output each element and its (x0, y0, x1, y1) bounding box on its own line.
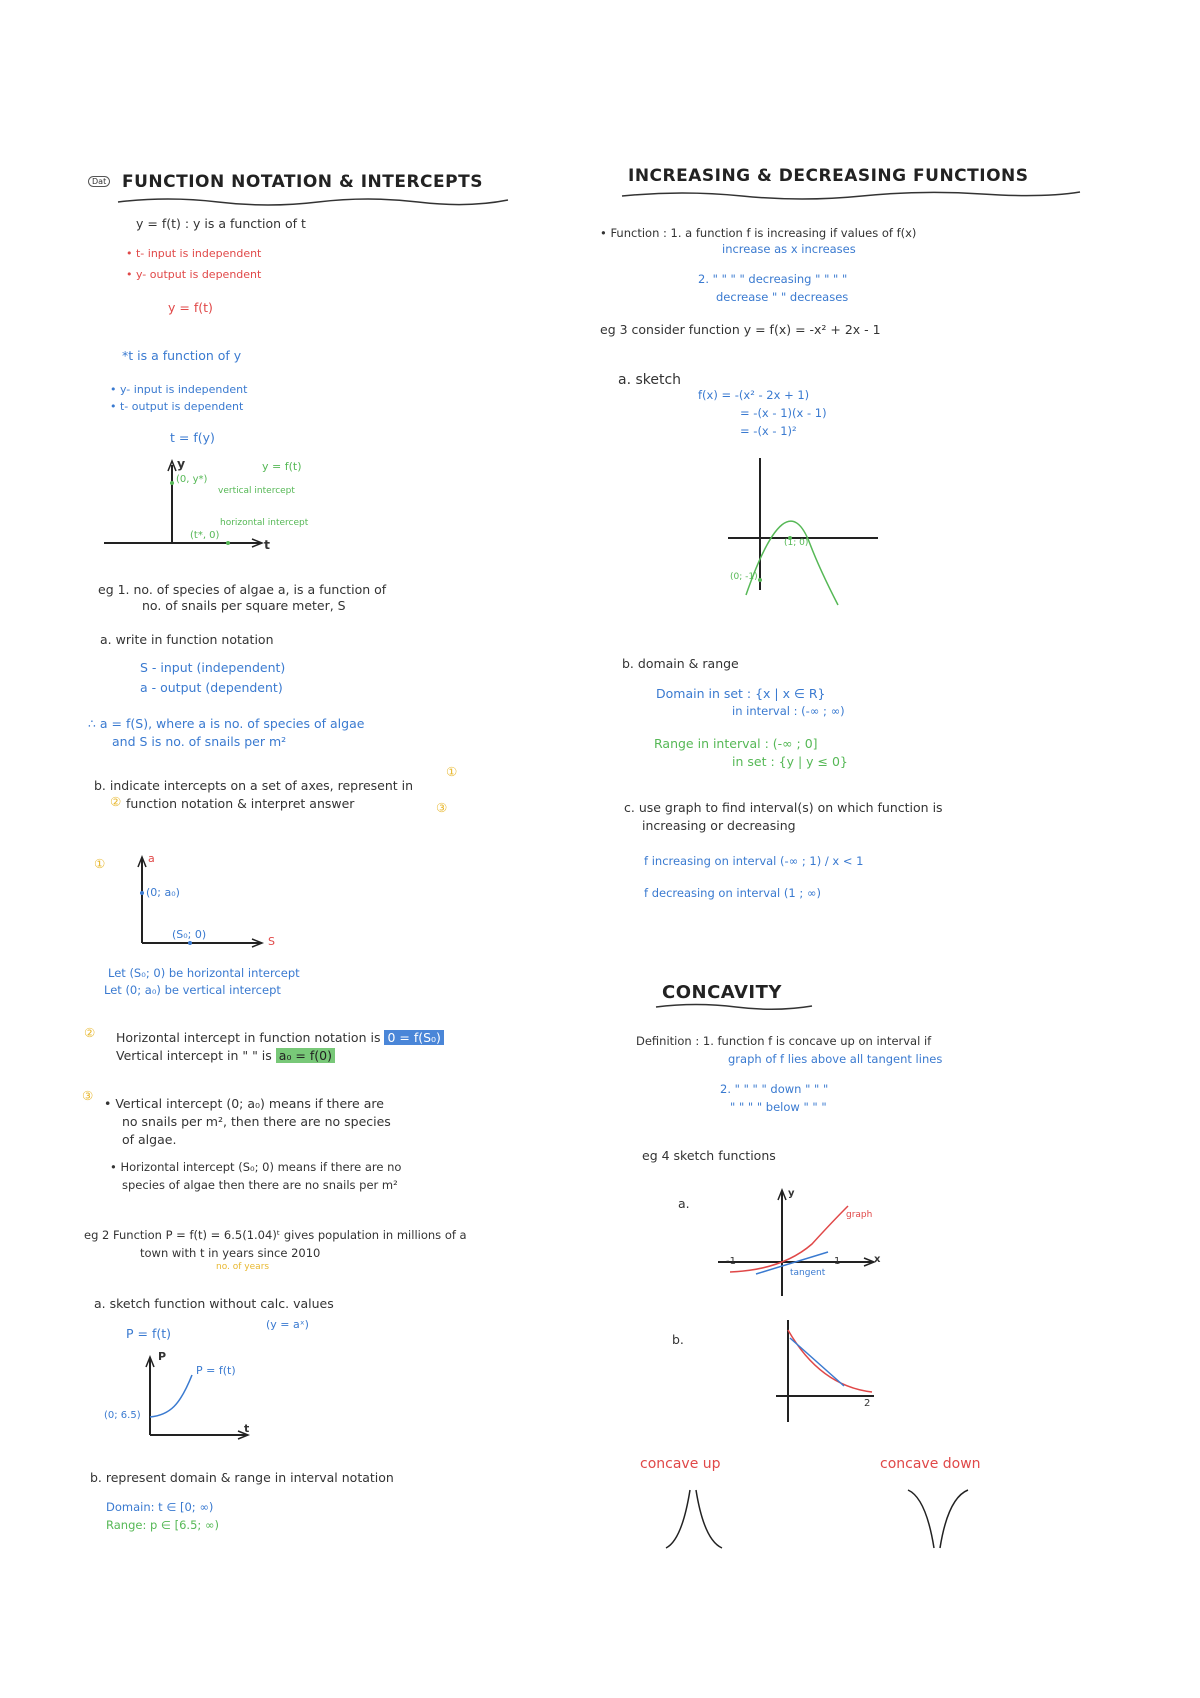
domain-set: Domain in set : {x | x ∈ R} (656, 686, 826, 701)
eg3-statement: eg 3 consider function y = f(x) = -x² + 2x - 1 (600, 322, 881, 337)
concave-up-sketch (660, 1484, 740, 1554)
eg2-part-a: a. sketch function without calc. values (94, 1296, 334, 1311)
range-set: in set : {y | y ≤ 0} (732, 754, 848, 769)
eg1-part-b-line-2: function notation & interpret answer (126, 796, 355, 811)
graph2-y-label: a (148, 852, 155, 865)
eg2-note: no. of years (216, 1262, 270, 1272)
tfunc-definition: *t is a function of y (122, 348, 242, 363)
eg1-part-b-line-1: b. indicate intercepts on a set of axes, represent in (94, 778, 414, 793)
graph1-vertical-label: vertical intercept (218, 486, 295, 496)
eg4-part-b: b. (672, 1332, 684, 1347)
section-title-concavity: CONCAVITY (662, 982, 782, 1003)
parabola-vertex-label: (1; 0) (784, 538, 809, 548)
eg3-step-3: = -(x - 1)² (740, 424, 797, 438)
graph1-horizontal-point: (t*, 0) (190, 530, 220, 541)
concavity-def-2-line-2: " " " " below " " " (730, 1100, 827, 1114)
range-interval: Range in interval : (-∞ ; 0] (654, 736, 818, 751)
eg3-step-2: = -(x - 1)(x - 1) (740, 406, 827, 420)
graph3-intercept: (0; 6.5) (104, 1410, 141, 1421)
graph1-curve-label: y = f(t) (262, 460, 302, 473)
let-horizontal: Let (S₀; 0) be horizontal intercept (108, 966, 300, 980)
graph2-vertical-point: (0; a₀) (146, 886, 180, 899)
title-underline-left (118, 196, 518, 208)
yfunc-definition: y = f(t) : y is a function of t (136, 216, 306, 231)
eg2-function: P = f(t) (126, 1326, 172, 1341)
section-title-increasing-decreasing: INCREASING & DECREASING FUNCTIONS (628, 166, 1029, 186)
concave-down-label: concave down (880, 1456, 981, 1472)
section-title-function-notation: FUNCTION NOTATION & INTERCEPTS (122, 172, 483, 192)
tfunc-bullet-2: • t- output is dependent (110, 400, 244, 413)
eg1-input: S - input (independent) (140, 660, 286, 675)
eg1-output: a - output (dependent) (140, 680, 283, 695)
concave-down-graph (770, 1316, 880, 1426)
eg2-line-2: town with t in years since 2010 (140, 1246, 321, 1260)
graph5-graph-label: graph (846, 1210, 873, 1220)
eg3-step-1: f(x) = -(x² - 2x + 1) (698, 388, 810, 402)
concavity-def-2-line-1: 2. " " " " down " " " (720, 1082, 829, 1096)
graph6-x-tick: 2 (864, 1398, 871, 1409)
increasing-interval: f increasing on interval (-∞ ; 1) / x < 1 (644, 854, 864, 868)
eg2-domain: Domain: t ∈ [0; ∞) (106, 1500, 214, 1514)
yfunc-bullet-1: • t- input is independent (126, 247, 262, 260)
eg3-part-c-line-2: increasing or decreasing (642, 818, 796, 833)
eg1-marker-2-top: ② (110, 794, 122, 809)
vertical-intercept-highlight: a₀ = f(0) (276, 1048, 335, 1063)
domain-interval: in interval : (-∞ ; ∞) (732, 704, 845, 718)
graph1-vertical-point: (0, y*) (176, 474, 208, 485)
graph2-marker: ① (94, 856, 106, 871)
eg2-line-1: eg 2 Function P = f(t) = 6.5(1.04)ᵗ gives population in millions of a (84, 1228, 467, 1242)
eg4-part-a: a. (678, 1196, 690, 1211)
concave-up-label: concave up (640, 1456, 721, 1472)
vertical-intercept-label: Vertical intercept in " " is (116, 1048, 272, 1063)
tfunc-bullet-1: • y- input is independent (110, 383, 248, 396)
eg2-form: (y = aˣ) (266, 1318, 309, 1331)
eg1-conclusion-2: and S is no. of snails per m² (112, 734, 287, 749)
eg4-statement: eg 4 sketch functions (642, 1148, 776, 1163)
graph5-tangent-label: tangent (790, 1268, 826, 1278)
graph1-y-label: y (177, 456, 186, 471)
concavity-def-1-line-2: graph of f lies above all tangent lines (728, 1052, 943, 1066)
concavity-underline (656, 1002, 816, 1012)
graph5-x-neg-tick: -1 (726, 1256, 736, 1267)
vertical-intercept-text (116, 1048, 335, 1063)
function-def-1-line-2: increase as x increases (722, 242, 856, 256)
graph5-y-label: y (788, 1188, 795, 1199)
eg3-part-b: b. domain & range (622, 656, 739, 671)
interpret-vertical-1: • Vertical intercept (0; a₀) means if there are (104, 1096, 384, 1111)
function-def-2-line-1: 2. " " " " decreasing " " " " (698, 272, 848, 286)
interpret-horizontal-2: species of algae then there are no snails per m² (122, 1178, 398, 1192)
parabola-graph (720, 450, 880, 610)
graph5-x-pos-tick: 1 (834, 1256, 841, 1267)
graph3-y-label: P (158, 1350, 167, 1363)
intercept-marker-2: ② (84, 1025, 96, 1040)
graph2-horizontal-point: (S₀; 0) (172, 928, 207, 941)
function-def-2-line-2: decrease " " decreases (716, 290, 849, 304)
horizontal-intercept-text (116, 1030, 444, 1045)
concave-down-sketch (906, 1484, 986, 1554)
interpret-horizontal-1: • Horizontal intercept (S₀; 0) means if there are no (110, 1160, 402, 1174)
eg1-marker-1-top: ① (446, 764, 458, 779)
function-def-1-line-1: • Function : 1. a function f is increasing if values of f(x) (600, 226, 917, 240)
tfunc-equation: t = f(y) (170, 430, 215, 445)
eg3-part-c-line-1: c. use graph to find interval(s) on which function is (624, 800, 943, 815)
concavity-def-1-line-1: Definition : 1. function f is concave up on interval if (636, 1034, 932, 1048)
eg2-part-b: b. represent domain & range in interval notation (90, 1470, 394, 1485)
eg3-part-a: a. sketch (618, 372, 682, 388)
eg2-range: Range: p ∈ [6.5; ∞) (106, 1518, 219, 1532)
eg1-marker-3-top: ③ (436, 800, 448, 815)
interpret-marker-3: ③ (82, 1088, 94, 1103)
horizontal-intercept-label: Horizontal intercept in function notation is (116, 1030, 381, 1045)
decreasing-interval: f decreasing on interval (1 ; ∞) (644, 886, 821, 900)
graph1-horizontal-label: horizontal intercept (220, 518, 309, 528)
eg1-line-2: no. of snails per square meter, S (142, 598, 346, 613)
parabola-y-intercept-label: (0; -1) (730, 572, 758, 582)
graph1-x-label: t (264, 537, 270, 552)
yfunc-bullet-2: • y- output is dependent (126, 268, 262, 281)
graph5-x-label: x (874, 1254, 881, 1265)
interpret-vertical-3: of algae. (122, 1132, 177, 1147)
let-vertical: Let (0; a₀) be vertical intercept (104, 983, 281, 997)
graph2-x-label: S (268, 935, 275, 948)
horizontal-intercept-highlight: 0 = f(S₀) (384, 1030, 443, 1045)
title-underline-right (622, 188, 1082, 202)
eg1-part-a: a. write in function notation (100, 632, 274, 647)
concave-up-graph (712, 1188, 882, 1298)
graph3-curve-label: P = f(t) (196, 1364, 236, 1377)
interpret-vertical-2: no snails per m², then there are no species (122, 1114, 391, 1129)
eg1-line-1: eg 1. no. of species of algae a, is a function of (98, 582, 387, 597)
title-tag: Dat (88, 176, 110, 187)
eg1-conclusion-1: ∴ a = f(S), where a is no. of species of algae (88, 716, 365, 731)
yfunc-equation: y = f(t) (168, 300, 213, 315)
graph3-x-label: t (244, 1422, 250, 1435)
